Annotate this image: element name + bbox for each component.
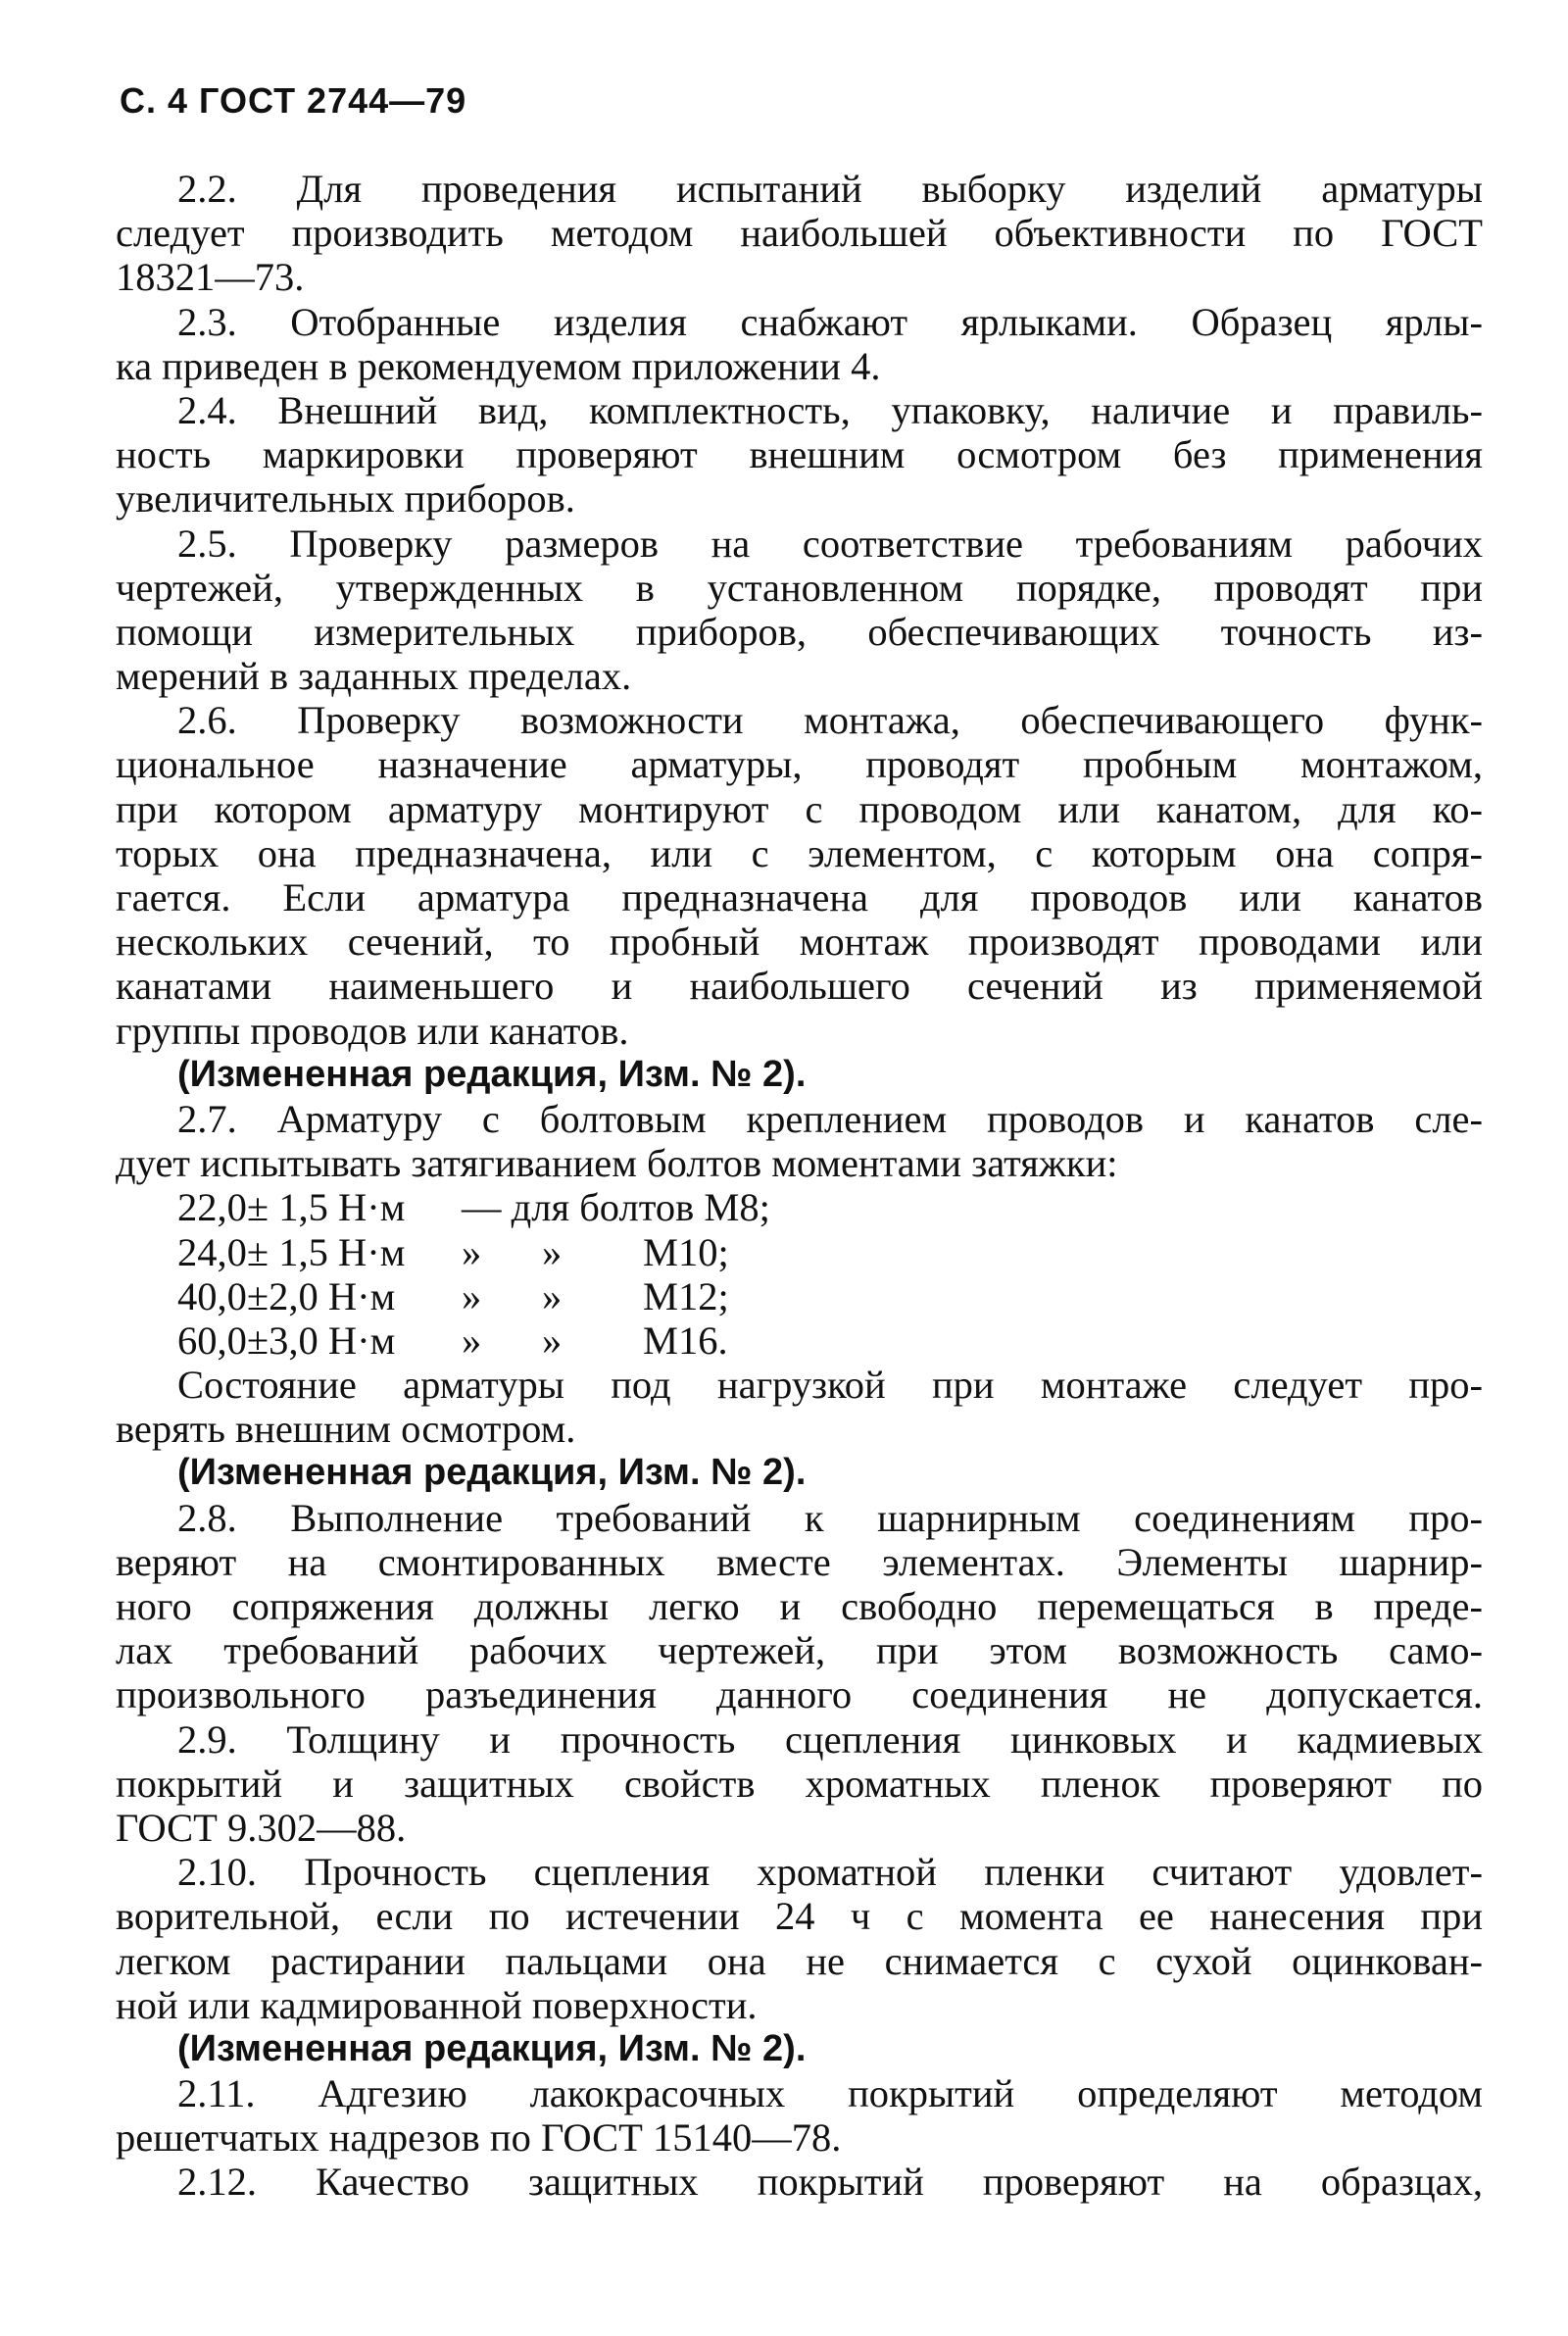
text-line: канатами наименьшего и наибольшего сечений из применяемой — [116, 964, 1483, 1009]
text-line: Состояние арматуры под нагрузкой при монтаже следует про- — [177, 1363, 1483, 1408]
text-line: решетчатых надрезов по ГОСТ 15140—78. — [116, 2115, 842, 2161]
page-header: С. 4 ГОСТ 2744—79 — [120, 80, 467, 121]
text-line: верять внешним осмотром. — [116, 1407, 576, 1452]
text-line: ность маркировки проверяют внешним осмотром без применения — [116, 432, 1483, 477]
text-line: лах требований рабочих чертежей, при этом возможность само- — [116, 1628, 1483, 1673]
torque-row — [116, 1185, 1483, 1229]
ditto-mark: » — [462, 1229, 482, 1274]
text-line: группы проводов или канатов. — [116, 1008, 629, 1053]
text-line: гается. Если арматура предназначена для проводов или канатов — [116, 875, 1483, 919]
text-line: увеличительных приборов. — [116, 476, 575, 522]
text-line: 2.2. Для проведения испытаний выборку изделий арматуры — [177, 167, 1483, 211]
torque-description: — для болтов М8; — [462, 1185, 770, 1230]
text-line: 18321—73. — [116, 255, 305, 300]
text-line: 2.11. Адгезию лакокрасочных покрытий определяют методом — [177, 2071, 1483, 2116]
text-line: 2.6. Проверку возможности монтажа, обеспечивающего функ- — [177, 698, 1483, 743]
text-line: веряют на смонтированных вместе элементах. Элементы шарнир- — [116, 1539, 1483, 1584]
text-line: торых она предназначена, или с элементом, с которым она сопря- — [116, 830, 1483, 875]
amendment-note: (Измененная редакция, Изм. № 2). — [177, 2027, 807, 2069]
text-line: ка приведен в рекомендуемом приложении 4. — [116, 343, 881, 388]
torque-row — [116, 1318, 1483, 1363]
text-line: 2.5. Проверку размеров на соответствие требованиям рабочих — [177, 521, 1483, 566]
ditto-mark: » — [542, 1229, 563, 1274]
ditto-mark: » — [542, 1317, 563, 1363]
bolt-size: М10; — [643, 1229, 729, 1274]
text-line: дует испытывать затягиванием болтов моментами затяжки: — [116, 1141, 1118, 1186]
text-line: ного сопряжения должны легко и свободно перемещаться в преде- — [116, 1584, 1483, 1628]
torque-row — [116, 1230, 1483, 1274]
text-line: 2.8. Выполнение требований к шарнирным соединениям про- — [177, 1495, 1483, 1540]
text-line: ГОСТ 9.302—88. — [116, 1805, 407, 1850]
ditto-mark: » — [462, 1317, 482, 1363]
torque-value: 24,0± 1,5 Н·м — [177, 1229, 406, 1274]
text-line: 2.10. Прочность сцепления хроматной пленки считают удовлет- — [177, 1850, 1483, 1895]
text-line: нескольких сечений, то пробный монтаж производят проводами или — [116, 919, 1483, 965]
text-line: помощи измерительных приборов, обеспечивающих точность из- — [116, 609, 1483, 654]
torque-value: 40,0±2,0 Н·м — [177, 1273, 396, 1318]
text-line: покрытий и защитных свойств хроматных пленок проверяют по — [116, 1761, 1483, 1806]
text-line: легком растирании пальцами она не снимается с сухой оцинкован- — [116, 1938, 1483, 1983]
text-line: 2.4. Внешний вид, комплектность, упаковку, наличие и правиль- — [177, 387, 1483, 432]
text-line: мерений в заданных пределах. — [116, 654, 632, 699]
text-line: чертежей, утвержденных в установленном порядке, проводят при — [116, 565, 1483, 610]
torque-value: 22,0± 1,5 Н·м — [177, 1185, 406, 1230]
ditto-mark: » — [542, 1273, 563, 1318]
ditto-mark: » — [462, 1273, 482, 1318]
bolt-size: М16. — [643, 1317, 728, 1363]
text-line: 2.9. Толщину и прочность сцепления цинковых и кадмиевых — [177, 1716, 1483, 1762]
amendment-note: (Измененная редакция, Изм. № 2). — [177, 1053, 807, 1095]
text-line: при котором арматуру монтируют с проводом или канатом, для ко- — [116, 786, 1483, 831]
text-line: циональное назначение арматуры, проводят пробным монтажом, — [116, 742, 1483, 787]
text-line: следует производить методом наибольшей объективности по ГОСТ — [116, 211, 1483, 256]
torque-value: 60,0±3,0 Н·м — [177, 1317, 396, 1363]
bolt-size: М12; — [643, 1273, 729, 1318]
torque-row — [116, 1274, 1483, 1318]
text-line: ной или кадмированной поверхности. — [116, 1982, 758, 2027]
text-line: произвольного разъединения данного соединения не допускается. — [116, 1672, 1483, 1717]
text-line: 2.7. Арматуру с болтовым креплением проводов и канатов сле- — [177, 1096, 1483, 1141]
amendment-note: (Измененная редакция, Изм. № 2). — [177, 1452, 807, 1494]
text-line: ворительной, если по истечении 24 ч с момента ее нанесения при — [116, 1894, 1483, 1939]
text-line: 2.12. Качество защитных покрытий проверяют на образцах, — [177, 2160, 1483, 2205]
text-line: 2.3. Отобранные изделия снабжают ярлыками. Образец ярлы- — [177, 299, 1483, 344]
document-body — [116, 167, 1483, 2205]
